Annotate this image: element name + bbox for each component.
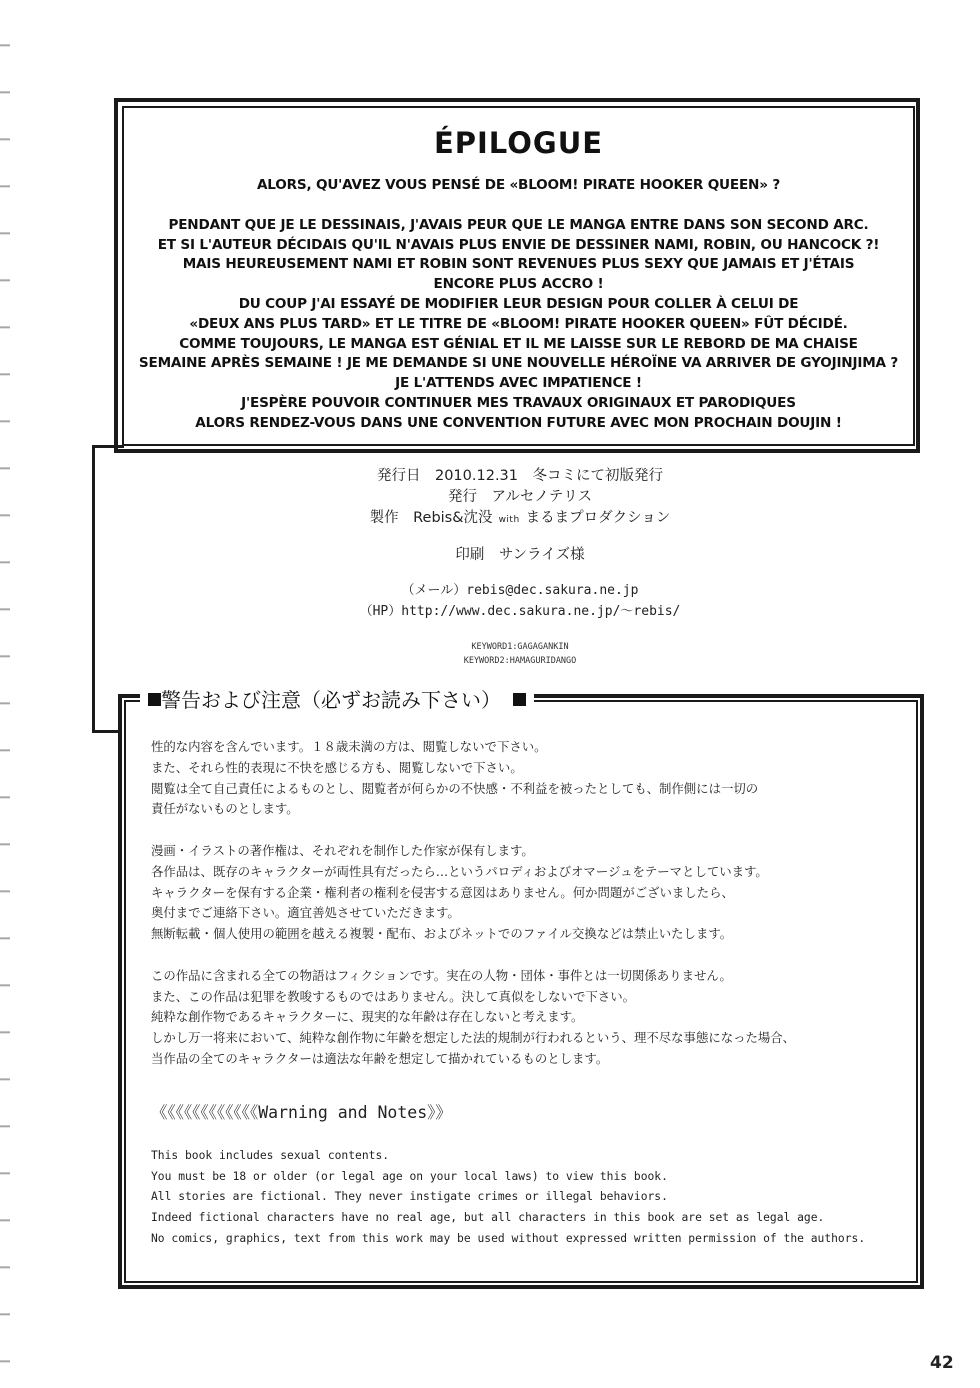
epilogue-title: ÉPILOGUE bbox=[433, 126, 604, 160]
epilogue-panel bbox=[122, 106, 915, 446]
epilogue-line: ALORS RENDEZ-VOUS DANS UNE CONVENTION FUTURE AVEC MON PROCHAIN DOUJIN ! bbox=[195, 414, 842, 431]
warning-line: 当作品の全てのキャラクターは適法な年齢を想定して描かれているものとします。 bbox=[151, 1050, 609, 1066]
black-square-icon bbox=[148, 693, 161, 706]
warning-line: キャラクターを保有する企業・権利者の権利を侵害する意図はありません。何か問題がございましたら、 bbox=[151, 884, 734, 900]
warning-japanese-text bbox=[151, 737, 891, 1070]
epilogue-line: J'ESPÈRE POUVOIR CONTINUER MES TRAVAUX ORIGINAUX ET PARODIQUES bbox=[241, 394, 796, 411]
english-line: All stories are fictional. They never instigate crimes or illegal behaviors. bbox=[151, 1190, 668, 1204]
warning-line: 漫画・イラストの著作権は、それぞれを制作した作家が保有します。 bbox=[151, 842, 534, 858]
english-warning-title: 《《《《《《《《《《《《Warning and Notes》》 bbox=[151, 1103, 452, 1122]
colophon bbox=[300, 466, 740, 622]
epilogue-line: ALORS, QU'AVEZ VOUS PENSÉ DE «BLOOM! PIRATE HOOKER QUEEN» ? bbox=[256, 177, 781, 193]
black-square-icon bbox=[513, 693, 526, 706]
epilogue-line: DU COUP J'AI ESSAYÉ DE MODIFIER LEUR DESIGN POUR COLLER À CELUI DE bbox=[238, 295, 799, 312]
epilogue-spacer bbox=[124, 196, 913, 216]
production-prefix: 製作 Rebis&沈没 bbox=[369, 510, 493, 526]
warning-line: 無断転載・個人使用の範囲を越える複製・配布、およびネットでのファイル交換などは禁止いたします。 bbox=[151, 926, 733, 942]
publisher-line: 発行 アルセノテリス bbox=[448, 489, 592, 505]
production-suffix: まるまプロダクション bbox=[525, 510, 671, 526]
printer-line: 印刷 サンライズ様 bbox=[455, 547, 585, 563]
epilogue-line: MAIS HEUREUSEMENT NAMI ET ROBIN SONT REVENUES PLUS SEXY QUE JAMAIS ET J'ÉTAIS bbox=[182, 256, 855, 273]
production-line bbox=[300, 508, 740, 529]
keywords bbox=[420, 640, 620, 668]
epilogue-line: COMME TOUJOURS, LE MANGA EST GÉNIAL ET IL ME LAISSE SUR LE REBORD DE MA CHAISE bbox=[179, 335, 858, 352]
warning-line: しかし万一将来において、純粋な創作物に年齢を想定した法的規制が行われるという、理不尽な事態になった場合、 bbox=[151, 1030, 796, 1046]
colophon-spacer bbox=[300, 566, 740, 580]
warning-line: 奥付までご連絡下さい。適宜善処させていただきます。 bbox=[151, 905, 460, 921]
keyword-2: KEYWORD2:HAMAGURIDANGO bbox=[463, 656, 577, 666]
epilogue-line: ENCORE PLUS ACCRO ! bbox=[433, 276, 604, 293]
warning-line: また、この作品は犯罪を教唆するものではありません。決して真似をしないで下さい。 bbox=[151, 988, 635, 1004]
warning-english-text bbox=[151, 1146, 891, 1249]
english-line: Indeed fictional characters have no real age, but all characters in this book are set as legal age. bbox=[151, 1211, 825, 1225]
epilogue-line: JE L'ATTENDS AVEC IMPATIENCE ! bbox=[395, 375, 642, 392]
mail-line: （メール）rebis@dec.sakura.ne.jp bbox=[401, 583, 639, 598]
warning-line: 性的な内容を含んでいます。１８歳未満の方は、閲覧しないで下さい。 bbox=[151, 739, 547, 754]
warning-heading bbox=[140, 684, 534, 713]
page-binding-edge bbox=[0, 0, 10, 1388]
epilogue-text bbox=[124, 176, 913, 434]
connector-bracket bbox=[92, 445, 124, 733]
warning-line: この作品に含まれる全ての物語はフィクションです。実在の人物・団体・事件とは一切関係ありません。 bbox=[151, 967, 732, 983]
english-line: This book includes sexual contents. bbox=[151, 1149, 390, 1162]
page-number: 42 bbox=[930, 1353, 954, 1373]
issue-date-line: 発行日 2010.12.31 冬コミにて初版発行 bbox=[376, 468, 664, 484]
colophon-spacer bbox=[300, 529, 740, 545]
epilogue-line: «DEUX ANS PLUS TARD» ET LE TITRE DE «BLOOM! PIRATE HOOKER QUEEN» FÛT DÉCIDÉ. bbox=[189, 315, 848, 332]
website-line: （HP）http://www.dec.sakura.ne.jp/～rebis/ bbox=[359, 604, 681, 619]
production-with: with bbox=[498, 515, 520, 525]
warning-line: 責任がないものとします。 bbox=[151, 801, 299, 817]
english-line: You must be 18 or older (or legal age on your local laws) to view this book. bbox=[151, 1169, 668, 1183]
epilogue-line: PENDANT QUE JE LE DESSINAIS, J'AVAIS PEUR QUE LE MANGA ENTRE DANS SON SECOND ARC. bbox=[168, 216, 869, 233]
epilogue-line: SEMAINE APRÈS SEMAINE ! JE ME DEMANDE SI UNE NOUVELLE HÉROÏNE VA ARRIVER DE GYOJINJIMA ? bbox=[138, 355, 899, 372]
warning-line: 純粋な創作物であるキャラクターに、現実的な年齢は存在しないと考えます。 bbox=[151, 1009, 584, 1025]
warning-spacer bbox=[151, 820, 891, 841]
epilogue-line: ET SI L'AUTEUR DÉCIDAIS QU'IL N'AVAIS PLUS ENVIE DE DESSINER NAMI, ROBIN, OU HANCOCK ?! bbox=[157, 236, 880, 253]
keyword-1: KEYWORD1:GAGAGANKIN bbox=[471, 642, 569, 652]
warning-line: また、それら性的表現に不快を感じる方も、閲覧しないで下さい。 bbox=[151, 759, 523, 775]
warning-spacer bbox=[151, 945, 891, 966]
warning-line: 閲覧は全て自己責任によるものとし、閲覧者が何らかの不快感・不利益を被ったとしても、制作側には一切の bbox=[151, 780, 759, 796]
warning-line: 各作品は、既存のキャラクターが両性具有だったら…というパロディおよびオマージュをテーマとしています。 bbox=[151, 863, 768, 879]
warning-heading-text: 警告および注意（必ずお読み下さい） bbox=[161, 688, 501, 712]
english-line: No comics, graphics, text from this work may be used without expressed written permission of the authors. bbox=[151, 1231, 866, 1245]
